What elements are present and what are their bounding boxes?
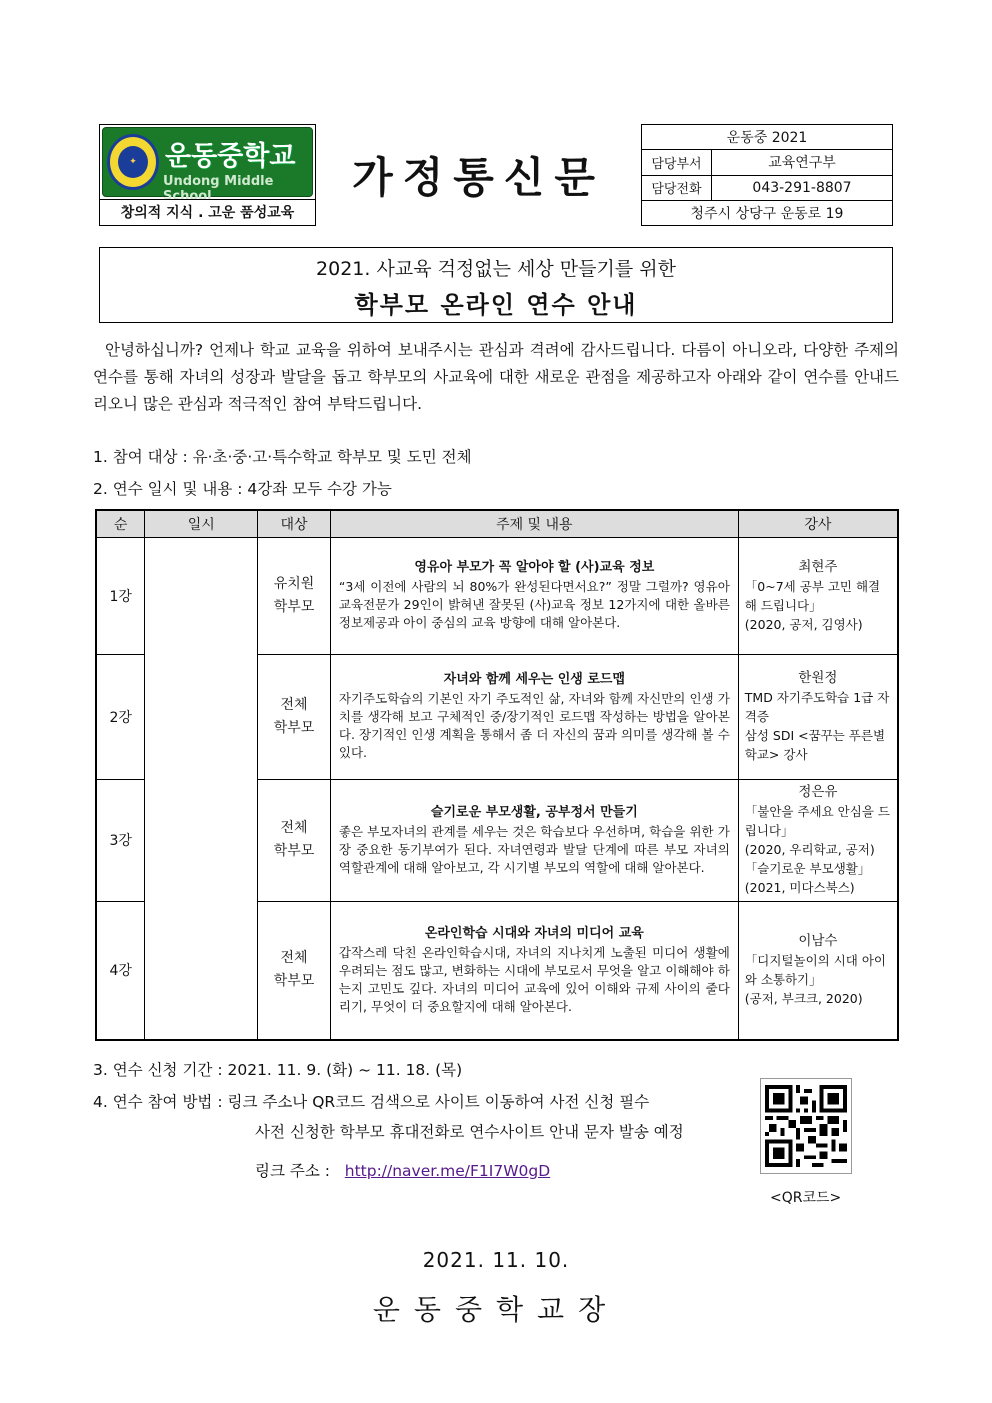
- qr-code-icon: [760, 1078, 852, 1174]
- header-target: 대상: [258, 510, 331, 537]
- dept-label: 담당부서: [642, 150, 712, 175]
- lecturer-book-2: 「슬기로운 부모생활」: [744, 861, 871, 876]
- letter-header: [99, 124, 893, 226]
- page-title: 가정통신문: [352, 153, 605, 202]
- lecturer-role: 삼성 SDI <꿈꾸는 푸른별 학교> 강사: [744, 728, 886, 762]
- row-target-2: 학부모: [273, 843, 315, 859]
- lecturer-book-info: (2020, 우리학교, 공저): [744, 842, 875, 857]
- lecturer-name: 정은유: [798, 784, 838, 800]
- row-topic-body: “3세 이전에 사람의 뇌 80%가 완성된다면서요?” 정말 그럴까? 영유아 교육전문가 29인이 밝혀낸 잘못된 (사)교육 정보 12가지에 대한 올바른 정보제공과 아이 중심의 교육 방향에 대해 알아본다.: [338, 579, 730, 630]
- row-target: [258, 779, 331, 901]
- school-year: 운동중 2021: [642, 125, 893, 150]
- lecturer-book-info: (공저, 부크크, 2020): [744, 991, 863, 1007]
- lecturer-book: 「디지털놀이의 시대 아이와 소통하기」: [744, 953, 886, 988]
- intro-paragraph: [93, 337, 899, 418]
- item-method: 4. 연수 참여 방법 : 링크 주소나 QR코드 검색으로 사이트 이동하여 사전 신청 필수: [93, 1093, 650, 1111]
- info-table: [641, 124, 893, 226]
- lecturer-name: 이남수: [798, 933, 838, 950]
- row-topic-body: 자기주도학습의 기본인 자기 주도적인 삶, 자녀와 함께 자신만의 인생 가치를 생각해 보고 구체적인 중/장기적인 로드맵 작성하는 방법을 알아본다. 장기적인 인생 계획을 통해서 좀 더 자신의 꿈과 의미를 생각해 볼 수 있다.: [338, 691, 730, 760]
- banner-subtitle: 2021. 사교육 걱정없는 세상 만들기를 위한: [316, 258, 676, 280]
- banner-title: 학부모 온라인 연수 안내: [354, 291, 638, 319]
- phone-label: 담당전화: [642, 175, 712, 200]
- row-topic-body: 갑작스레 닥친 온라인학습시대, 자녀의 지나치게 노출된 미디어 생활에 우려되는 점도 많고, 변화하는 시대에 부모로서 무엇을 알고 이해해야 하는지 고민도 깊다. 자녀의 미디어 교육에 있어 이해와 규제 사이의 줄다리기, 무엇이 더 중요할지에 대해 알아본다.: [338, 944, 730, 1014]
- header-no: 순: [96, 510, 145, 537]
- row-no: 3강: [96, 779, 145, 901]
- row-lecturer: [738, 901, 898, 1040]
- school-motto: 창의적 지식 . 고운 품성교육: [100, 199, 315, 225]
- title-box: [316, 124, 641, 226]
- header-lecturer: 강사: [738, 510, 898, 537]
- row-no: 1강: [96, 537, 145, 654]
- row-lecturer: [738, 537, 898, 654]
- lecturer-book: 「0~7세 공부 고민 해결해 드립니다」: [744, 578, 881, 613]
- row-target-2: 학부모: [273, 719, 315, 736]
- school-logo: [102, 127, 313, 204]
- link-label: 링크 주소 :: [255, 1162, 330, 1180]
- schedule-table: [95, 509, 899, 1041]
- table-row: [96, 654, 898, 779]
- table-row: [96, 779, 898, 901]
- table-header-row: [96, 510, 898, 537]
- row-topic: [330, 654, 738, 779]
- row-target-1: 유치원: [273, 575, 315, 592]
- row-no: 2강: [96, 654, 145, 779]
- school-logo-box: [99, 124, 316, 226]
- lecturer-book-2-info: (2021, 미다스북스): [744, 880, 855, 895]
- row-topic: [330, 779, 738, 901]
- title-banner: [99, 247, 893, 323]
- item-schedule: 2. 연수 일시 및 내용 : 4강좌 모두 수강 가능: [93, 480, 392, 498]
- intro-text: 안녕하십니까? 언제나 학교 교육을 위하여 보내주시는 관심과 격려에 감사드립니다. 다름이 아니오라, 다양한 주제의 연수를 통해 자녀의 성장과 발달을 돕고 학부모의 사교육에 대한 새로운 관점을 제공하고자 아래와 같이 연수를 안내드리오니 많은 관심과 적극적인 참여 부탁드립니다.: [93, 341, 899, 413]
- dept-value: 교육연구부: [712, 150, 893, 175]
- item-method-note: 사전 신청한 학부모 휴대전화로 연수사이트 안내 문자 발송 예정: [255, 1123, 684, 1141]
- row-topic-title: 슬기로운 부모생활, 공부정서 만들기: [430, 804, 638, 820]
- school-address: 청주시 상당구 운동로 19: [642, 200, 893, 225]
- row-no: 4강: [96, 901, 145, 1040]
- issue-date: 2021. 11. 10.: [422, 1248, 570, 1272]
- row-target-1: 전체: [280, 696, 308, 713]
- lecturer-book: 「불안을 주세요 안심을 드립니다」: [744, 804, 890, 838]
- row-target-1: 전체: [280, 950, 308, 967]
- lecturer-cert: TMD 자기주도학습 1급 자격증: [744, 690, 890, 724]
- lecturer-book-info: (2020, 공저, 김영사): [744, 616, 863, 632]
- logo-school-english: Undong Middle School: [163, 174, 274, 204]
- row-target: [258, 901, 331, 1040]
- table-row: [96, 537, 898, 654]
- row-topic-body: 좋은 부모자녀의 관계를 세우는 것은 학습보다 우선하며, 학습을 위한 가장 중요한 동기부여가 된다. 자녀연령과 발달 단계에 따른 부모 자녀의 역할관계에 대해 알아보고, 각 시기별 부모의 역할에 대해 알아본다.: [338, 823, 730, 875]
- row-target-1: 전체: [280, 820, 308, 836]
- lecturer-name: 한원정: [798, 670, 838, 686]
- school-emblem-icon: ✦: [107, 134, 159, 190]
- row-lecturer: [738, 654, 898, 779]
- row-topic-title: 영유아 부모가 꼭 알아야 할 (사)교육 정보: [414, 560, 655, 575]
- registration-link[interactable]: http://naver.me/F1I7W0gD: [344, 1162, 551, 1180]
- row-target-2: 학부모: [273, 973, 315, 990]
- item-period: 3. 연수 신청 기간 : 2021. 11. 9. (화) ~ 11. 18. (목): [93, 1061, 463, 1079]
- row-target-2: 학부모: [273, 598, 315, 615]
- header-date: 일시: [145, 510, 258, 537]
- qr-label: <QR코드>: [770, 1190, 842, 1206]
- header-topic: 주제 및 내용: [330, 510, 738, 537]
- row-lecturer: [738, 779, 898, 901]
- lecturer-name: 최현주: [798, 558, 838, 575]
- row-topic-title: 자녀와 함께 세우는 인생 로드맵: [443, 672, 626, 687]
- row-topic: [330, 901, 738, 1040]
- table-row: [96, 901, 898, 1040]
- logo-school-name: 운동중학교: [165, 141, 296, 172]
- link-row: [255, 1159, 550, 1181]
- principal-signature: 운동중학교장: [372, 1293, 620, 1326]
- phone-value: 043-291-8807: [712, 175, 893, 200]
- item-target: 1. 참여 대상 : 유·초·중·고·특수학교 학부모 및 도민 전체: [93, 448, 472, 466]
- row-topic-title: 온라인학습 시대와 자녀의 미디어 교육: [424, 925, 644, 941]
- row-target: [258, 654, 331, 779]
- row-topic: [330, 537, 738, 654]
- row-target: [258, 537, 331, 654]
